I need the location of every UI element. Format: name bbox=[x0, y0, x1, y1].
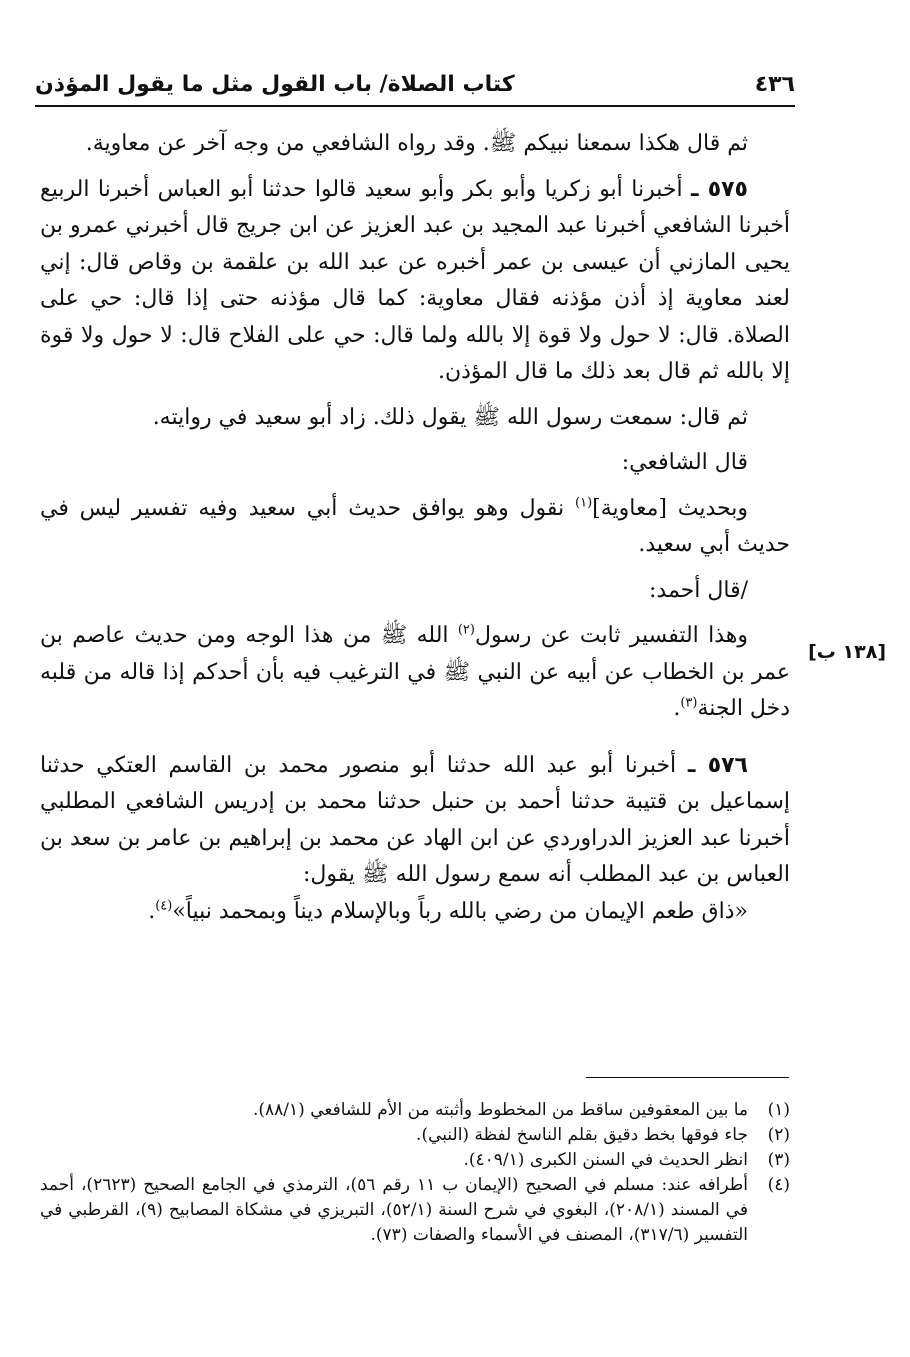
header-rule bbox=[35, 105, 795, 107]
footnote-4 bbox=[40, 1173, 790, 1248]
footnote-3-number: (٣) bbox=[767, 1150, 790, 1170]
hadith-576-number: ٥٧٦ ـ bbox=[687, 752, 748, 778]
hadith-575-text: أخبرنا أبو زكريا وأبو بكر وأبو سعيد قالوا حدثنا أبو العباس أخبرنا الربيع أخبرنا الشافعي أخبرنا عبد المجيد بن عبد العزيز عن ابن جريج قال أخبرني عمرو بن يحيى المازني أن عيسى بن عمر أخبره عن عبد الله بن علقمة بن وقاص قال: إني لعند معاوية إذ أذن مؤذنه فقال معاوية: كما قال مؤذنه حتى إذا قال: حي على الصلاة. قال: لا حول ولا قوة إلا بالله ولما قال: حي على الفلاح قال: لا حول ولا قوة إلا بالله ثم قال بعد ذلك ما قال المؤذن. bbox=[40, 176, 790, 384]
footnote-separator bbox=[586, 1077, 789, 1078]
paragraph-1 bbox=[40, 126, 790, 163]
paragraph-9-text-b: . bbox=[148, 898, 156, 924]
page-header bbox=[35, 62, 795, 106]
page-number: ٤٣٦ bbox=[754, 71, 795, 97]
paragraph-9 bbox=[40, 894, 790, 931]
footnote-2-text: جاء فوقها بخط دقيق بقلم الناسخ لفظة (النبي). bbox=[416, 1125, 748, 1145]
paragraph-6 bbox=[40, 573, 790, 610]
paragraph-7-text-a: وهذا التفسير ثابت عن رسول bbox=[474, 623, 748, 648]
running-title: كتاب الصلاة/ باب القول مثل ما يقول المؤذن bbox=[35, 71, 515, 97]
footnote-3-text: انظر الحديث في السنن الكبرى (٤٠٩/١). bbox=[463, 1150, 748, 1170]
paragraph-7-text-c: . bbox=[673, 696, 681, 721]
paragraph-6-text: /قال أحمد: bbox=[649, 577, 748, 603]
paragraph-4-text: قال الشافعي: bbox=[621, 450, 748, 475]
paragraph-7 bbox=[40, 618, 790, 728]
main-text bbox=[40, 126, 790, 930]
footnote-2-number: (٢) bbox=[767, 1125, 790, 1145]
footnote-ref-4[interactable]: (٤) bbox=[155, 898, 173, 914]
footnote-2 bbox=[40, 1123, 790, 1148]
footnote-ref-3[interactable]: (٣) bbox=[680, 695, 698, 711]
paragraph-5-text-a: وبحديث [معاوية] bbox=[592, 495, 748, 521]
paragraph-1-text: ثم قال هكذا سمعنا نبيكم ﷺ. وقد رواه الشافعي من وجه آخر عن معاوية. bbox=[85, 131, 748, 156]
footnotes bbox=[40, 1098, 790, 1248]
footnote-4-number: (٤) bbox=[767, 1175, 790, 1195]
footnote-ref-1[interactable]: (١) bbox=[575, 495, 593, 511]
manuscript-folio-note: [١٣٨ ب] bbox=[808, 641, 886, 663]
paragraph-4 bbox=[40, 445, 790, 482]
paragraph-7-text-b: الله ﷺ من هذا الوجه ومن حديث عاصم بن عمر بن الخطاب عن أبيه عن النبي ﷺ في الترغيب فيه بأن أحدكم إذا قاله من قلبه دخل الجنة bbox=[40, 623, 790, 721]
footnote-1-number: (١) bbox=[767, 1100, 790, 1120]
footnote-1 bbox=[40, 1098, 790, 1123]
paragraph-5-text-b: نقول وهو يوافق حديث أبي سعيد وفيه تفسير ليس في حديث أبي سعيد. bbox=[40, 495, 790, 557]
hadith-576 bbox=[40, 748, 790, 894]
paragraph-3 bbox=[40, 400, 790, 437]
hadith-575 bbox=[40, 172, 790, 391]
hadith-575-number: ٥٧٥ ـ bbox=[691, 176, 748, 202]
footnote-4-text: أطرافه عند: مسلم في الصحيح (الإيمان ب ١١ رقم ٥٦)، الترمذي في الجامع الصحيح (٢٦٢٣)، أحمد في المسند (٢٠٨/١)، البغوي في شرح السنة (٥٢/١)، التبريزي في مشكاة المصابيح (٩)، القرطبي في التفسير (٣١٧/٦)، المصنف في الأسماء والصفات (٧٣). bbox=[40, 1175, 749, 1245]
footnote-ref-2[interactable]: (٢) bbox=[457, 622, 475, 638]
hadith-576-text: أخبرنا أبو عبد الله حدثنا أبو منصور محمد بن القاسم العتكي حدثنا إسماعيل بن قتيبة حدثنا أحمد بن حنبل حدثنا محمد بن إدريس الشافعي المطلبي أخبرنا عبد العزيز الدراوردي عن ابن الهاد عن محمد بن إبراهيم بن عامر بن سعد بن العباس بن عبد المطلب أنه سمع رسول الله ﷺ يقول: bbox=[40, 752, 790, 887]
footnote-1-text: ما بين المعقوفين ساقط من المخطوط وأثبته من الأم للشافعي (٨٨/١). bbox=[252, 1100, 748, 1120]
paragraph-5 bbox=[40, 491, 790, 564]
footnote-3 bbox=[40, 1148, 790, 1173]
paragraph-9-text-a: «ذاق طعم الإيمان من رضي بالله رباً وبالإسلام ديناً وبمحمد نبياً» bbox=[172, 898, 748, 924]
paragraph-3-text: ثم قال: سمعت رسول الله ﷺ يقول ذلك. زاد أبو سعيد في روايته. bbox=[152, 404, 748, 430]
